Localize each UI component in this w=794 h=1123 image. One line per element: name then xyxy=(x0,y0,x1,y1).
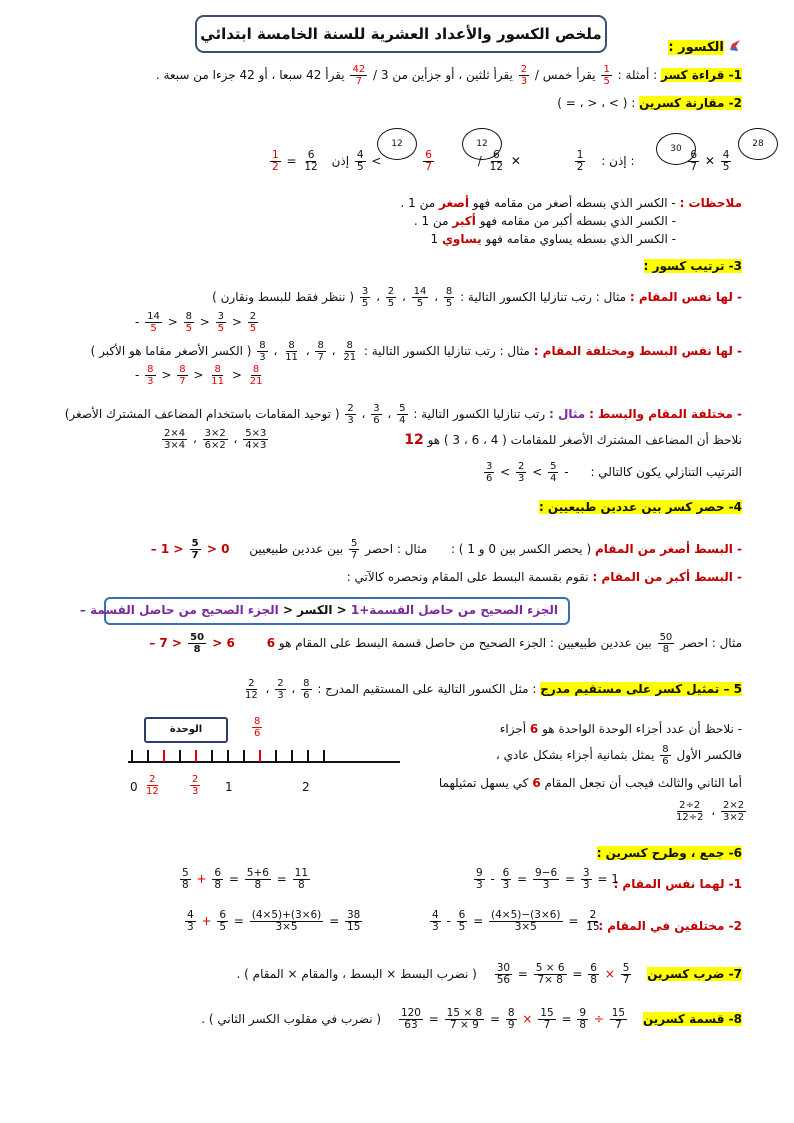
note3a: - الكسر الذي بسطه يساوي مقامه فهو xyxy=(485,232,676,246)
s1-line: 1- قراءة كسر : أمثلة : $\frac{1}{5}$ يقرأ خمس / $\frac{2}{3}$ يقرأ ثلثين ، أو جزأين من 3 / $\frac{42}{7}$ يقرأ 42 سبعا ، أو 42 جزءا من سبعة . xyxy=(155,64,742,87)
s4a-label: - البسط أصغر من المقام xyxy=(594,542,742,556)
s6c-note: ( نضرب البسط × البسط ، والمقام × المقام ) . xyxy=(236,967,477,981)
s2-then2: إذن : xyxy=(331,154,635,168)
sub-diff: $\frac{4}{3}$ - $\frac{6}{5}$ = $\frac{(4\times 5)-(3\times 6)}{3\times 5}$ = $\frac{2}{15}$ xyxy=(432,909,600,933)
s4-b-ex: مثال : احصر $\frac{50}{8}$ بين عددين طبيعيين : الجزء الصحيح من حاصل قسمة البسط على المقام هو 6 6 < $\frac{50}{8}$ < 7 – xyxy=(149,632,742,655)
s3-c-lcd: $\frac{2\times 4}{3\times 4}$ ، $\frac{3\times 2}{6\times 2}$ ، $\frac{5\times 3}{4\times 3}$ xyxy=(164,428,267,451)
s3-c-result: الترتيب التنازلي يكون كالتالي : - $\frac{5}{4}$ > $\frac{2}{3}$ > $\frac{3}{6}$ xyxy=(485,461,742,484)
s4b-ex: مثال : احصر xyxy=(680,636,742,650)
s3b-text: مثال : رتب تنازليا الكسور التالية : xyxy=(363,344,530,358)
s5-label: 5 – تمثيل كسر على مستقيم مدرج xyxy=(540,682,742,696)
s3-a-result: - $\frac{14}{5}$ > $\frac{8}{5}$ > $\frac{3}{5}$ > $\frac{2}{5}$ xyxy=(135,311,257,334)
s6d-note: ( نضرب في مقلوب الكسر الثاني ) . xyxy=(201,1012,382,1026)
s4-line xyxy=(539,500,742,514)
s3-a: - لها نفس المقام : مثال : رتب تنازليا الكسور التالية : $\frac{8}{5}$ ، $\frac{14}{5}$ ، $\frac{2}{5}$ ، $\frac{3}{5}$ ( ننظر فقط للبسط ونقارن ) xyxy=(212,286,742,309)
sub-same: $\frac{9}{3}$ - $\frac{6}{3}$ = $\frac{9-6}{3}$ = $\frac{3}{3}$ = 1 xyxy=(476,867,619,891)
s3c-label: - مختلفة المقام والبسط : xyxy=(589,407,742,421)
s6-c: 7- ضرب كسرين $\frac{5}{7}$ × $\frac{6}{8}$ = $\frac{5 \times 6}{7\times 8}$ = $\frac{30}{56}$ ( نضرب البسط × البسط ، والمقام × المقام ) . xyxy=(236,962,742,986)
s5-line: 5 – تمثيل كسر على مستقيم مدرج : مثل الكسور التالية على المستقيم المدرج : $\frac{8}{6}$ ، $\frac{2}{3}$ ، $\frac{2}{12}$ xyxy=(244,678,742,701)
number-line xyxy=(128,744,400,766)
s3b-note: ( الكسر الأصغر مقاما هو الأكبر ) xyxy=(90,344,252,358)
note2c: من 1 . xyxy=(413,214,449,228)
frac-8-6-label: $\frac{8}{6}$ xyxy=(254,716,261,739)
s6b-label: 2- مختلفين في المقام : xyxy=(598,919,742,933)
s4b-ex2: بين عددين طبيعيين : الجزء الصحيح من حاصل قسمة البسط على المقام هو xyxy=(278,636,652,650)
s1-read1: يقرأ خمس / xyxy=(534,68,596,82)
s3c-note: ( توحيد المقامات باستخدام المضاعف المشترك الأصغر) xyxy=(64,407,340,421)
s3c-text: رتب تنازليا الكسور التالية : xyxy=(413,407,546,421)
s5-note3 xyxy=(439,776,742,790)
s6-line xyxy=(597,846,742,860)
s4a-ex2: بين عددين طبيعيين xyxy=(249,542,344,556)
s3b-label: - لها نفس البسط ومختلفة المقام : xyxy=(533,344,742,358)
section-header xyxy=(668,38,742,56)
pencil-icon xyxy=(728,38,742,56)
s4-b xyxy=(347,570,742,584)
s2-compare: $\frac{1}{2}$ = $\frac{6}{12}$ إذن : $\frac{1}{2}$ ✕ $\frac{6}{12}$ / $\frac{6}{7}$ > $\frac{4}{5}$ إذن : $\frac{6}{7}$ ✕ $\frac{4}{5}$ xyxy=(272,149,730,173)
s3-c: - مختلفة المقام والبسط : مثال : رتب تنازليا الكسور التالية : $\frac{5}{4}$ ، $\frac{3}{6}$ ، $\frac{2}{3}$ ( توحيد المقامات باستخدام المضاعف المشترك الأصغر) xyxy=(64,403,742,426)
axis-frac-2-12: $\frac{2}{12}$ xyxy=(146,774,159,797)
note3b: يساوي xyxy=(441,232,482,246)
s6-d: 8- قسمة كسرين $\frac{15}{7}$ ÷ $\frac{9}{8}$ = $\frac{15}{7}$ × $\frac{8}{9}$ = $\frac{15 \times 8}{7 \times 9}$ = $\frac{120}{63}$ ( نضرب في مقلوب الكسر الثاني ) . xyxy=(201,1007,742,1031)
s6c-label: 7- ضرب كسرين xyxy=(647,967,742,981)
s3-line xyxy=(644,259,742,273)
s3-label: 3- ترتيب كسور : xyxy=(643,259,742,273)
s4a-text: ( يحصر الكسر بين 0 و 1 ) : xyxy=(450,542,592,556)
s2-then1: إذن : xyxy=(601,154,627,168)
circle-note: 12 xyxy=(462,128,502,160)
s4a-ex: مثال : احصر xyxy=(365,542,428,556)
s6a-label: 1- لهما نفس المقام : xyxy=(613,877,742,891)
note1a: - الكسر الذي بسطه أصغر من مقامه فهو xyxy=(472,196,676,210)
s5-n1v: 6 xyxy=(529,722,539,736)
s4b-label: - البسط أكبر من المقام : xyxy=(592,570,742,584)
s6-a-label xyxy=(613,877,742,891)
s4b-ex-val: 6 xyxy=(266,636,276,650)
s6-label: 6- جمع ، وطرح كسرين : xyxy=(596,846,742,860)
s1-read2: يقرأ ثلثين ، أو جزأين من 3 / xyxy=(373,68,513,82)
page-title: ملخص الكسور والأعداد العشرية للسنة الخامسة ابتدائي xyxy=(195,15,607,53)
s2-label: 2- مقارنة كسرين xyxy=(639,96,742,110)
s3a-note: ( ننظر فقط للبسط ونقارن ) xyxy=(212,290,354,304)
s5-n3v: 6 xyxy=(532,776,541,790)
rule-c: الجزء الصحيح من حاصل القسمة+1 xyxy=(350,603,558,617)
axis-label-2: 2 xyxy=(302,780,310,794)
unit-box: الوحدة xyxy=(144,717,228,743)
s5-conv: $\frac{2\div 2}{12\div 2}$ ، $\frac{2\times 2}{3\times 2}$ xyxy=(676,800,745,823)
s5-n3: أما الثاني والثالث فيجب أن نجعل المقام xyxy=(544,776,742,790)
axis-label-0: 0 xyxy=(130,780,138,794)
circle-note: 30 xyxy=(656,133,696,165)
s2-notes xyxy=(401,196,743,210)
s5-n2a: فالكسر الأول xyxy=(676,748,742,762)
s3c-lcm-val: 12 xyxy=(404,432,424,448)
s1-text: : أمثلة : xyxy=(617,68,658,82)
note1c: من 1 . xyxy=(400,196,436,210)
add-diff: $\frac{4}{3}$ + $\frac{6}{5}$ = $\frac{(4\times 5)+(3\times 6)}{3\times 5}$ = $\frac{38}{15}$ xyxy=(187,909,361,933)
axis-frac-2-3: $\frac{2}{3}$ xyxy=(192,774,199,797)
s3-c-lcm xyxy=(404,432,742,448)
notes-label: ملاحظات : xyxy=(679,196,742,210)
note2a: - الكسر الذي بسطه أكبر من مقامه فهو xyxy=(479,214,676,228)
s5-note1 xyxy=(500,722,742,736)
note1b: أصغر xyxy=(439,196,469,210)
s3c-result: الترتيب التنازلي يكون كالتالي : xyxy=(590,465,742,479)
s3-b: - لها نفس البسط ومختلفة المقام : مثال : رتب تنازليا الكسور التالية : $\frac{8}{21}$ ، $\frac{8}{7}$ ، $\frac{8}{11}$ ، $\frac{8}{3}$ ( الكسر الأصغر مقاما هو الأكبر ) xyxy=(90,340,742,363)
rule-a: الجزء الصحيح من حاصل القسمة xyxy=(90,603,279,617)
s1-read3: يقرأ 42 سبعا ، أو 42 جزءا من سبعة . xyxy=(155,68,345,82)
s4b-text: نقوم بقسمة البسط على المقام ونحصره كالآتي : xyxy=(346,570,589,584)
s3-b-result: - $\frac{8}{3}$ > $\frac{8}{7}$ > $\frac{8}{11}$ > $\frac{8}{21}$ xyxy=(135,364,263,387)
s6-b-label xyxy=(598,919,742,933)
s5-note2: فالكسر الأول $\frac{8}{6}$ يمثل بثمانية أجزاء بشكل عادي ، xyxy=(495,744,742,767)
note2b: أكبر xyxy=(452,214,476,228)
s2-ops: : ( > ، < ، = ) xyxy=(557,96,636,110)
s3a-text: مثال : رتب تنازليا الكسور التالية : xyxy=(460,290,627,304)
rule-text: الجزء الصحيح من حاصل القسمة+1 < الكسر < الجزء الصحيح من حاصل القسمة – xyxy=(79,603,558,617)
s5-text: : مثل الكسور التالية على المستقيم المدرج : xyxy=(317,682,537,696)
circle-note: 28 xyxy=(738,128,778,160)
s2-line xyxy=(557,96,742,110)
s2-note3 xyxy=(430,232,676,246)
s5-n1: - نلاحظ أن عدد أجزاء الوحدة الواحدة هو xyxy=(542,722,742,736)
s1-label: 1- قراءة كسر xyxy=(660,68,742,82)
note3c: 1 xyxy=(430,232,439,246)
s5-n1b: أجزاء xyxy=(499,722,527,736)
s4-a: - البسط أصغر من المقام ( يحصر الكسر بين 0 و 1 ) : مثال : احصر $\frac{5}{7}$ بين عددين طبيعيين 0 < $\frac{5}{7}$ < 1 – xyxy=(150,538,742,561)
add-same: $\frac{5}{8}$ + $\frac{6}{8}$ = $\frac{5+6}{8}$ = $\frac{11}{8}$ xyxy=(182,867,309,891)
s5-n2b: يمثل بثمانية أجزاء بشكل عادي ، xyxy=(495,748,655,762)
s3c-lcm-text: نلاحظ أن المضاعف المشترك الأصغر للمقامات ( 4 ، 6 ، 3 ) هو xyxy=(427,433,742,447)
s6d-label: 8- قسمة كسرين xyxy=(642,1012,742,1026)
s3c-ex: مثال : xyxy=(549,407,586,421)
s4-label: 4- حصر كسر بين عددين طبيعيين : xyxy=(538,500,742,514)
section-title: الكسور : xyxy=(668,39,724,55)
s2-note2 xyxy=(414,214,676,228)
s5-n3b: كي يسهل تمثيلهما xyxy=(438,776,529,790)
s3a-label: - لها نفس المقام : xyxy=(629,290,742,304)
axis-label-1: 1 xyxy=(225,780,233,794)
rule-b: < الكسر < xyxy=(282,603,347,617)
circle-note: 12 xyxy=(377,128,417,160)
